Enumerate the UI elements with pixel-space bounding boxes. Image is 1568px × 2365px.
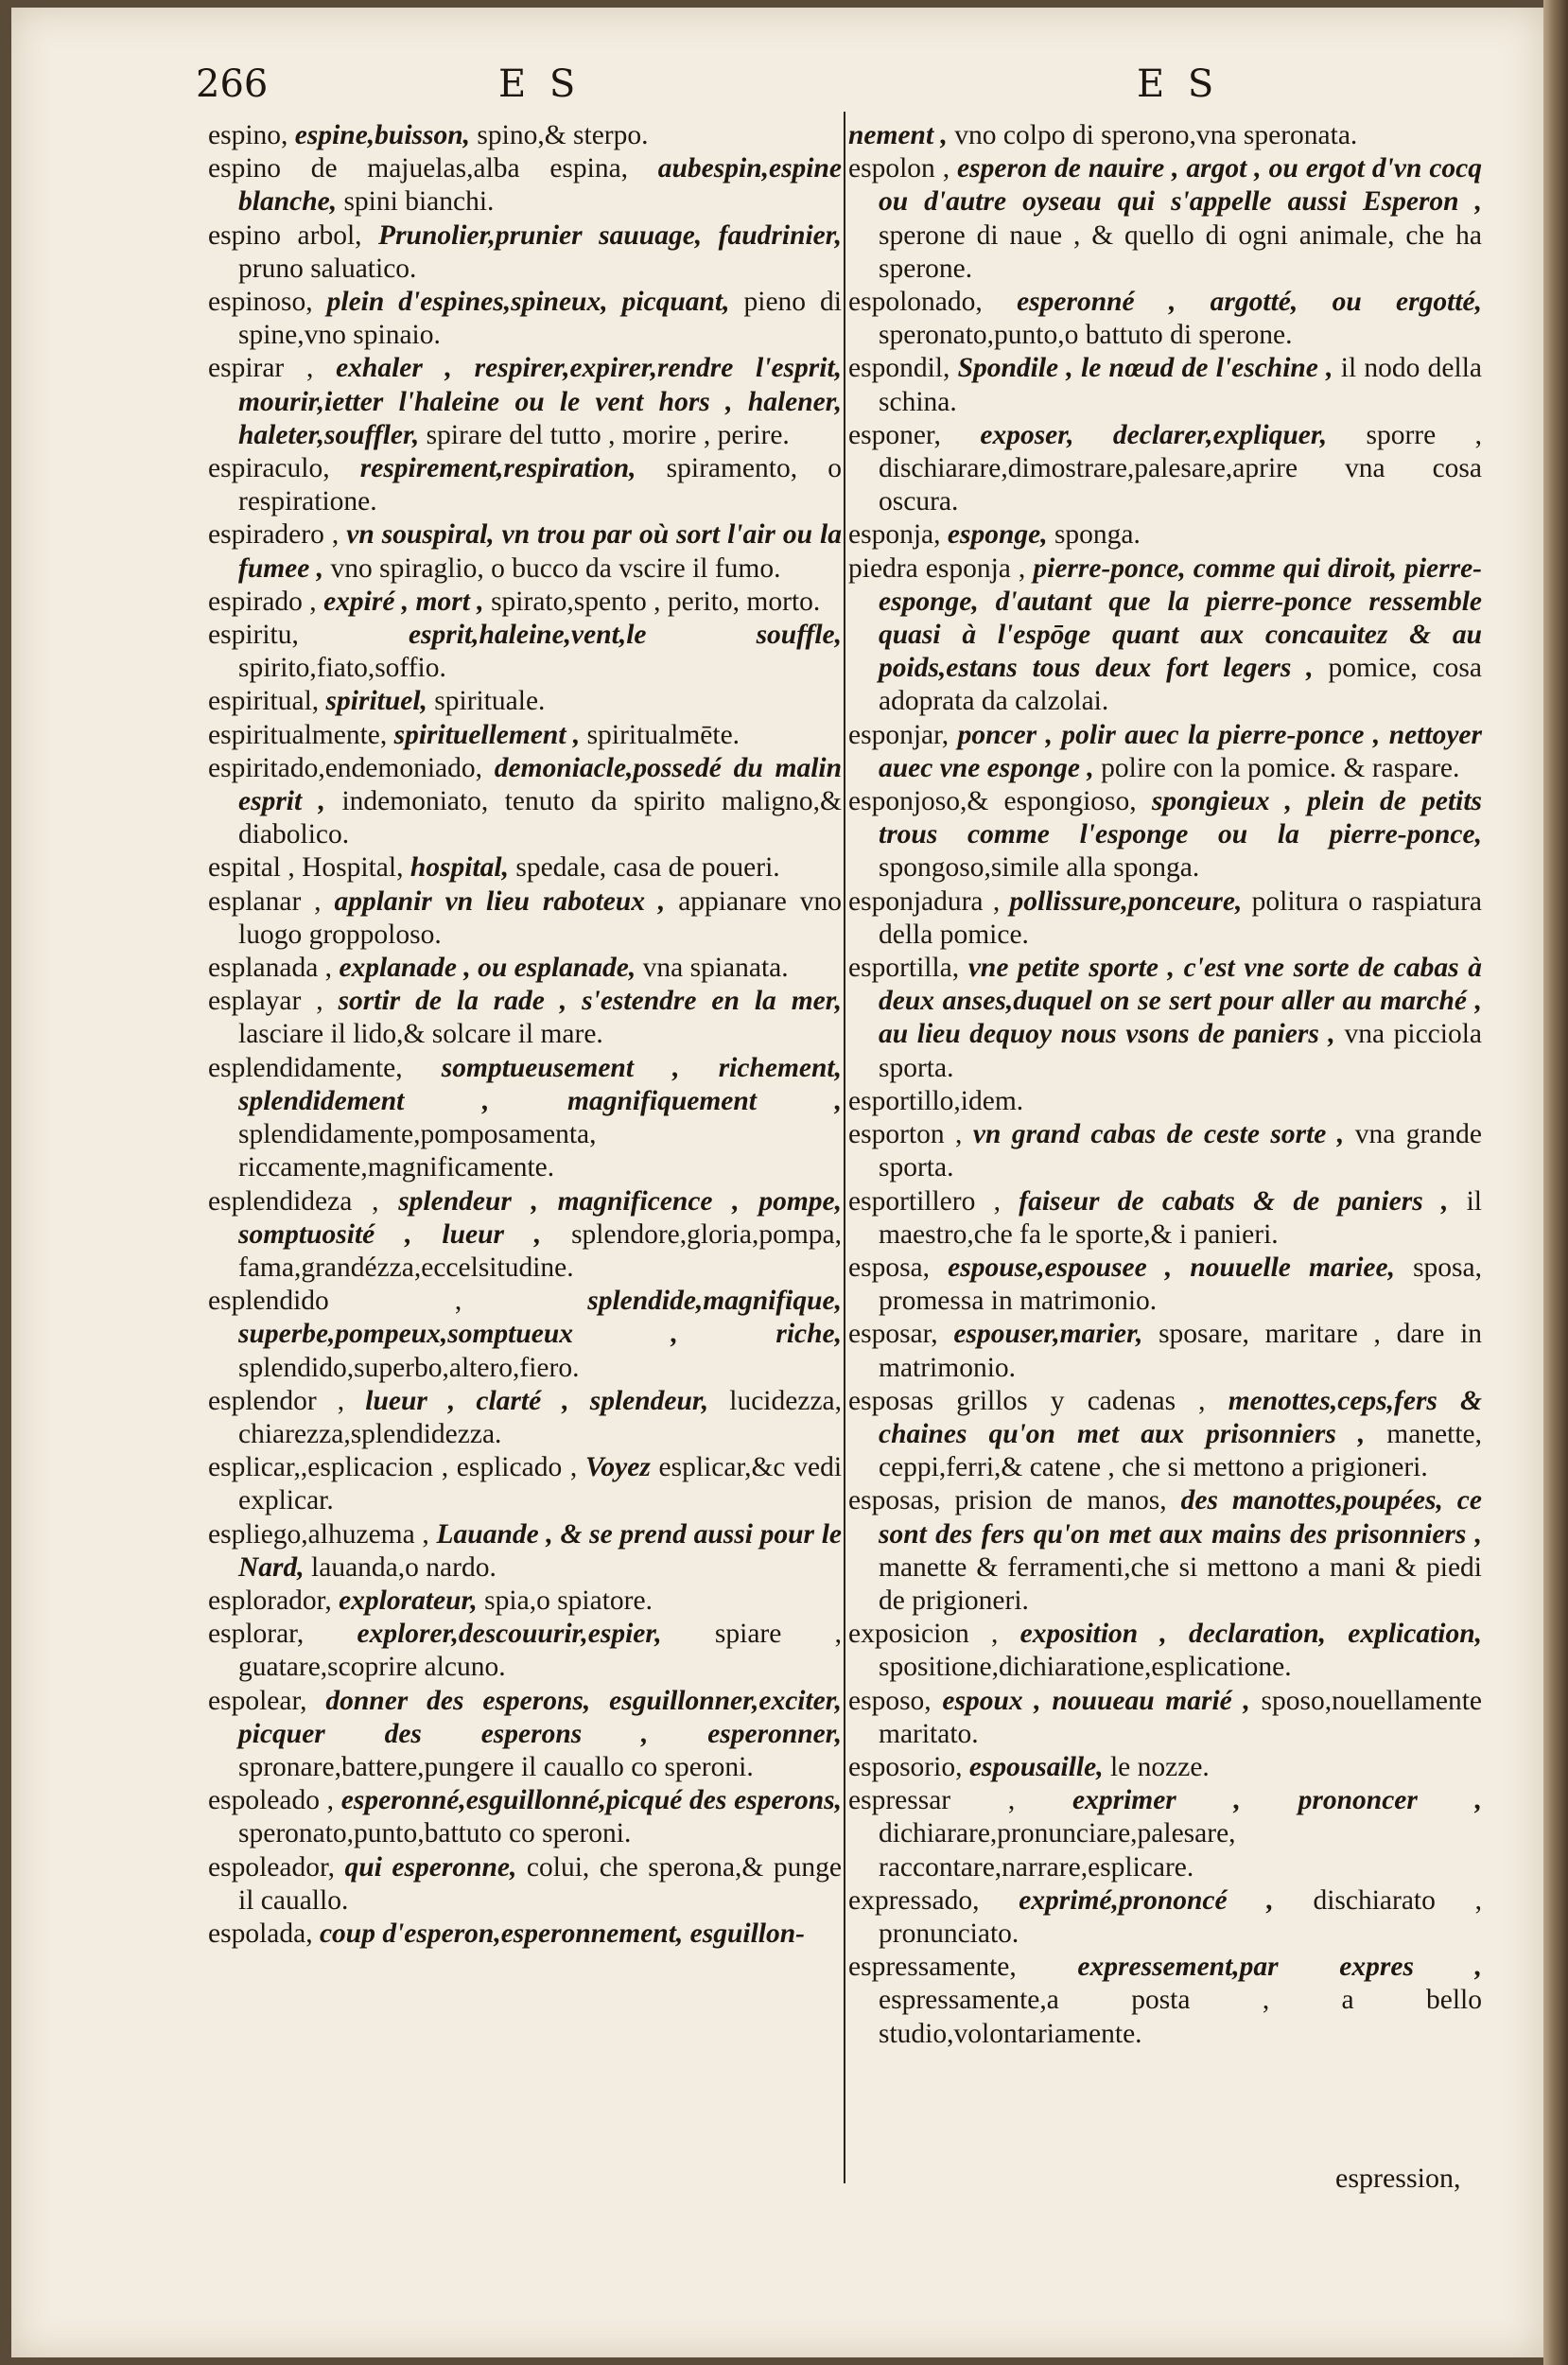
headword: espino arbol, xyxy=(208,219,362,251)
headword: espiritado,endemoniado, xyxy=(208,752,483,783)
headword: espolada, xyxy=(208,1918,313,1949)
dictionary-entry xyxy=(848,518,1482,552)
headword: espolear, xyxy=(208,1685,307,1716)
french-gloss: faiseur de cabats & de paniers , xyxy=(1019,1185,1449,1217)
dictionary-entry xyxy=(848,1185,1482,1252)
french-gloss: spirituellement , xyxy=(393,719,581,750)
headword: espital , Hospital, xyxy=(208,852,404,884)
italian-gloss: spiritualmēte. xyxy=(586,719,740,750)
dictionary-entry xyxy=(208,985,842,1051)
dictionary-entry xyxy=(208,685,842,718)
italian-gloss: splendore,gloria,pompa, fama,grandézza,eccelsitudine. xyxy=(238,1218,842,1283)
french-gloss: esperonné , argotté, ou ergotté, xyxy=(1017,287,1482,318)
dictionary-entry xyxy=(848,1484,1482,1618)
french-gloss: Spondile , le nœud de l'eschine , xyxy=(957,353,1333,384)
italian-gloss: vna picciola sporta. xyxy=(879,1019,1483,1083)
french-gloss: des manottes,poupées, ce sont des fers qu'on met aux mains des prisonniers , xyxy=(879,1485,1482,1550)
dictionary-entry xyxy=(208,219,842,286)
french-gloss: explorateur, xyxy=(339,1585,478,1616)
french-gloss: esponge, xyxy=(947,519,1048,551)
dictionary-entry xyxy=(848,152,1482,286)
french-gloss: aubespin,espine blanche, xyxy=(238,153,842,218)
italian-gloss: spositione,dichiaratione,esplicatione. xyxy=(879,1652,1292,1683)
italian-gloss: manette & ferramenti,che si mettono a mani & piedi de prigioneri. xyxy=(879,1551,1482,1616)
french-gloss: esprit,haleine,vent,le souffle, xyxy=(408,620,842,651)
french-gloss: espine,buisson, xyxy=(294,120,471,150)
french-gloss: applanir vn lieu raboteux , xyxy=(334,885,666,917)
headword: espondil, xyxy=(848,353,950,384)
page-number: 266 xyxy=(196,62,269,106)
headword: esporton , xyxy=(848,1119,963,1150)
headword: espinoso, xyxy=(208,287,313,318)
italian-gloss: esplicar,&c vedi explicar. xyxy=(238,1452,843,1516)
italian-gloss: polire con la pomice. & raspare. xyxy=(1101,752,1460,783)
italian-gloss: sporre , dischiarare,dimostrare,palesare,aprire vna cosa oscura. xyxy=(879,419,1483,517)
headword: esportillero , xyxy=(848,1185,1001,1217)
headword: esponja, xyxy=(848,519,941,551)
french-gloss: qui esperonne, xyxy=(344,1851,517,1883)
italian-gloss: dichiarare,pronunciare,palesare, raccontare,narrare,esplicare. xyxy=(879,1818,1236,1883)
headword: esplendido , xyxy=(208,1286,462,1317)
headword: esposa, xyxy=(848,1252,931,1283)
headword: esportillo,idem. xyxy=(848,1085,1024,1116)
dictionary-entry xyxy=(208,586,842,619)
french-gloss: Prunolier,prunier sauuage, faudrinier, xyxy=(378,219,843,251)
headword: esposo, xyxy=(848,1685,932,1716)
dictionary-entry xyxy=(848,885,1482,952)
french-gloss: splendide,magnifique, superbe,pompeux,somptueux , riche, xyxy=(238,1286,843,1350)
french-gloss: esperonné,esguillonné,picqué des esperons, xyxy=(340,1785,842,1816)
headword: espolon , xyxy=(848,153,950,184)
french-gloss: exprimé,prononcé , xyxy=(1019,1884,1274,1916)
dictionary-entry xyxy=(848,1385,1482,1485)
french-gloss: espouse,espousee , nouuelle mariee, xyxy=(948,1252,1395,1283)
french-gloss: exposer, declarer,expliquer, xyxy=(980,419,1328,450)
dictionary-entry xyxy=(848,419,1482,519)
italian-gloss: pruno saluatico. xyxy=(238,253,417,284)
dictionary-entry xyxy=(848,352,1482,418)
french-gloss: espousaille, xyxy=(968,1751,1104,1782)
french-gloss: splendeur , magnificence , pompe, somptuosité , lueur , xyxy=(238,1185,843,1250)
italian-gloss: sposo,nouellamente maritato. xyxy=(879,1685,1483,1749)
italian-gloss: lauanda,o nardo. xyxy=(311,1551,497,1583)
headword: espressamente, xyxy=(848,1952,1017,1983)
dictionary-entry xyxy=(208,952,842,985)
catchword: espression, xyxy=(1335,2163,1461,2194)
left-column xyxy=(208,119,842,1951)
french-gloss: esperon de nauire , argot , ou ergot d'vn cocq ou d'autre oyseau qui s'appelle aussi Esperon , xyxy=(879,153,1483,218)
headword: espino, xyxy=(208,120,288,150)
dictionary-entry xyxy=(208,1851,842,1918)
dictionary-entry xyxy=(208,752,842,852)
headword: esplorador, xyxy=(208,1585,332,1616)
headword: esponer, xyxy=(848,419,941,450)
french-gloss: pierre-ponce, comme qui diroit, pierre-esponge, d'autant que la pierre-ponce ressemble quasi à l'espōge quant aux concauitez & au poids,estans tous deux fort legers , xyxy=(879,552,1483,684)
running-head-right: E S xyxy=(1137,62,1220,106)
dictionary-entry xyxy=(208,1618,842,1684)
headword: esponjar, xyxy=(848,719,950,750)
italian-gloss: manette, ceppi,ferri,& catene , che si mettono a prigioneri. xyxy=(879,1418,1483,1483)
column-divider xyxy=(844,112,845,2183)
italian-gloss: spirato,spento , perito, morto. xyxy=(491,586,821,617)
headword: esposas grillos y cadenas , xyxy=(848,1385,1206,1416)
french-gloss: spirituel, xyxy=(325,686,427,717)
french-gloss: coup d'esperon,esperonnement, esguillon- xyxy=(319,1918,805,1949)
headword: exposicion , xyxy=(848,1619,999,1650)
headword: espressar , xyxy=(848,1785,1016,1816)
headword: espiritualmente, xyxy=(208,719,388,750)
dictionary-entry xyxy=(848,1951,1482,2051)
dictionary-entry xyxy=(208,1185,842,1286)
dictionary-entry xyxy=(208,885,842,952)
dictionary-entry xyxy=(208,1451,842,1517)
french-gloss: Lauande , & se prend aussi pour le Nard, xyxy=(238,1518,843,1583)
french-gloss: nement , xyxy=(848,120,948,150)
french-gloss: vn grand cabas de ceste sorte , xyxy=(972,1119,1345,1150)
headword: esplendideza , xyxy=(208,1185,379,1217)
headword: esplendidamente, xyxy=(208,1052,403,1083)
italian-gloss: speronato,punto,o battuto di sperone. xyxy=(879,320,1293,351)
dictionary-entry xyxy=(848,1085,1482,1118)
dictionary-entry xyxy=(848,286,1482,352)
dictionary-entry xyxy=(848,1784,1482,1884)
dictionary-entry xyxy=(208,1285,842,1385)
dictionary-entry xyxy=(848,1118,1482,1184)
italian-gloss: spirito,fiato,soffio. xyxy=(238,653,446,684)
french-gloss: demoniacle,possedé du malin esprit , xyxy=(238,752,843,817)
dictionary-entry xyxy=(848,552,1482,719)
headword: espoleador, xyxy=(208,1851,335,1883)
italian-gloss: spini bianchi. xyxy=(343,186,495,218)
dictionary-entry xyxy=(848,952,1482,1085)
dictionary-entry xyxy=(848,1685,1482,1751)
dictionary-entry xyxy=(848,1751,1482,1784)
french-gloss: menottes,ceps,fers & chaines qu'on met aux prisonniers , xyxy=(879,1385,1482,1449)
italian-gloss: le nozze. xyxy=(1109,1751,1210,1782)
headword: esportilla, xyxy=(848,953,960,984)
italian-gloss: vno spiraglio, o bucco da vscire il fumo. xyxy=(330,552,781,584)
dictionary-entry xyxy=(208,452,842,518)
italian-gloss: spirare del tutto , morire , perire. xyxy=(426,419,790,450)
italian-gloss: vna grande sporta. xyxy=(879,1119,1482,1183)
french-gloss: exposition , declaration, explication, xyxy=(1019,1619,1483,1650)
french-gloss: explanade , ou esplanade, xyxy=(339,953,636,984)
headword: esplorar, xyxy=(208,1619,305,1650)
french-gloss: explorer,descouurir,espier, xyxy=(357,1619,662,1650)
french-gloss: vn souspiral, vn trou par où sort l'air ou la fumee , xyxy=(238,519,843,584)
french-gloss: donner des esperons, esguillonner,exciter, picquer des esperons , esperonner, xyxy=(238,1685,842,1749)
italian-gloss: pomice, cosa adoprata da calzolai. xyxy=(879,653,1482,717)
headword: esposorio, xyxy=(848,1751,963,1782)
italian-gloss: sponga. xyxy=(1054,519,1141,551)
dictionary-entry xyxy=(848,1884,1482,1951)
dictionary-entry xyxy=(848,1252,1482,1318)
italian-gloss: politura o raspiatura della pomice. xyxy=(879,885,1483,950)
dictionary-entry xyxy=(848,719,1482,785)
headword: piedra esponja , xyxy=(848,552,1026,584)
french-gloss: poncer , polir auec la pierre-ponce , nettoyer auec vne esponge , xyxy=(879,719,1483,783)
italian-gloss: splendido,superbo,altero,fiero. xyxy=(238,1352,580,1383)
italian-gloss: spronare,battere,pungere il cauallo co speroni. xyxy=(238,1751,754,1782)
dictionary-entry xyxy=(208,1385,842,1451)
french-gloss: expressement,par expres , xyxy=(1077,1952,1482,1983)
dictionary-entry xyxy=(208,851,842,885)
italian-gloss: vno colpo di sperono,vna speronata. xyxy=(954,120,1358,150)
headword: esposas, prision de manos, xyxy=(848,1485,1167,1516)
italian-gloss: lucidezza, chiarezza,splendidezza. xyxy=(238,1385,843,1449)
french-gloss: pollissure,ponceure, xyxy=(1009,885,1243,917)
french-gloss: espouser,marier, xyxy=(953,1319,1143,1350)
headword: esposar, xyxy=(848,1319,938,1350)
french-gloss: espoux , nouueau marié , xyxy=(942,1685,1250,1716)
french-gloss: vne petite sporte , c'est vne sorte de cabas à deux anses,duquel on se sert pour aller au marché , au lieu dequoy nous vsons de paniers , xyxy=(879,953,1482,1050)
dictionary-entry xyxy=(208,1518,842,1585)
dictionary-entry xyxy=(208,119,842,152)
headword: esplanar , xyxy=(208,885,322,917)
italian-gloss: spedale, casa de poueri. xyxy=(515,852,780,884)
headword: esplanada , xyxy=(208,953,333,984)
headword: espoleado , xyxy=(208,1785,335,1816)
italian-gloss: spiramento, o respiratione. xyxy=(238,453,842,517)
dictionary-entry xyxy=(208,352,842,452)
headword: esponjoso,& espongioso, xyxy=(848,786,1137,817)
italian-gloss: spirituale. xyxy=(434,686,546,717)
italian-gloss: il nodo della schina. xyxy=(879,353,1482,417)
headword: espiradero , xyxy=(208,519,340,551)
headword: esplendor , xyxy=(208,1385,345,1416)
italian-gloss: sposa, promessa in matrimonio. xyxy=(879,1252,1483,1317)
headword: espirado , xyxy=(208,586,317,617)
headword: esponjadura , xyxy=(848,885,1001,917)
french-gloss: Voyez xyxy=(585,1452,651,1483)
headword: espiritu, xyxy=(208,620,299,651)
italian-gloss: appianare vno luogo groppoloso. xyxy=(238,885,842,950)
dictionary-entry xyxy=(208,152,842,219)
french-gloss: hospital, xyxy=(409,852,509,884)
italian-gloss: splendidamente,pomposamenta, riccamente,magnificamente. xyxy=(238,1119,597,1183)
dictionary-entry xyxy=(208,286,842,352)
italian-gloss: sperone di naue , & quello di ogni animale, che ha sperone. xyxy=(879,219,1482,284)
italian-gloss: il maestro,che fa le sporte,& i panieri. xyxy=(879,1185,1483,1250)
french-gloss: exhaler , respirer,expirer,rendre l'esprit, mourir,ietter l'haleine ou le vent hors , halener, haleter,souffler, xyxy=(238,353,843,450)
running-head-left: E S xyxy=(498,62,582,106)
french-gloss: sortir de la rade , s'estendre en la mer, xyxy=(338,986,842,1017)
italian-gloss: indemoniato, tenuto da spirito maligno,& diabolico. xyxy=(238,786,843,850)
french-gloss: lueur , clarté , splendeur, xyxy=(365,1385,709,1416)
dictionary-entry xyxy=(208,1784,842,1850)
italian-gloss: colui, che sperona,& punge il cauallo. xyxy=(238,1851,842,1916)
french-gloss: plein d'espines,spineux, picquant, xyxy=(326,287,730,318)
right-column xyxy=(848,119,1482,2051)
headword: expressado, xyxy=(848,1884,980,1916)
dictionary-entry xyxy=(208,719,842,752)
italian-gloss: lasciare il lido,& solcare il mare. xyxy=(238,1019,603,1050)
dictionary-entry xyxy=(848,785,1482,885)
italian-gloss: spino,& sterpo. xyxy=(477,120,649,150)
italian-gloss: dischiarato , pronunciato. xyxy=(879,1884,1482,1949)
italian-gloss: speronato,punto,battuto co speroni. xyxy=(238,1818,632,1849)
dictionary-entry xyxy=(208,619,842,685)
dictionary-entry xyxy=(208,1918,842,1951)
dictionary-entry xyxy=(208,1685,842,1785)
italian-gloss: spiare , guatare,scoprire alcuno. xyxy=(238,1619,842,1683)
italian-gloss: vna spianata. xyxy=(642,953,789,984)
headword: espolonado, xyxy=(848,287,983,318)
french-gloss: spongieux , plein de petits trous comme l'esponge ou la pierre-ponce, xyxy=(879,786,1483,850)
french-gloss: expiré , mort , xyxy=(323,586,484,617)
headword: espiritual, xyxy=(208,686,320,717)
headword: espino de majuelas,alba espina, xyxy=(208,153,629,184)
french-gloss: respirement,respiration, xyxy=(359,453,636,484)
dictionary-entry xyxy=(848,1618,1482,1684)
italian-gloss: sposare, maritare , dare in matrimonio. xyxy=(879,1319,1483,1383)
dictionary-entry xyxy=(848,119,1482,152)
book-page xyxy=(11,8,1543,2357)
italian-gloss: pieno di spine,vno spinaio. xyxy=(238,287,843,351)
italian-gloss: spia,o spiatore. xyxy=(484,1585,653,1616)
headword: espiraculo, xyxy=(208,453,330,484)
italian-gloss: spongoso,simile alla sponga. xyxy=(879,852,1200,884)
dictionary-entry xyxy=(848,1318,1482,1384)
headword: esplicar,,esplicacion , esplicado , xyxy=(208,1452,578,1483)
italian-gloss: espressamente,a posta , a bello studio,volontariamente. xyxy=(879,1985,1482,2049)
headword: esplayar , xyxy=(208,986,323,1017)
dictionary-entry xyxy=(208,1052,842,1185)
page-edge xyxy=(1543,0,1568,2365)
french-gloss: exprimer , prononcer , xyxy=(1072,1785,1482,1816)
dictionary-entry xyxy=(208,1585,842,1618)
french-gloss: somptueusement , richement, splendidement , magnifiquement , xyxy=(238,1052,842,1116)
headword: espirar , xyxy=(208,353,314,384)
dictionary-entry xyxy=(208,518,842,585)
headword: espliego,alhuzema , xyxy=(208,1518,429,1550)
